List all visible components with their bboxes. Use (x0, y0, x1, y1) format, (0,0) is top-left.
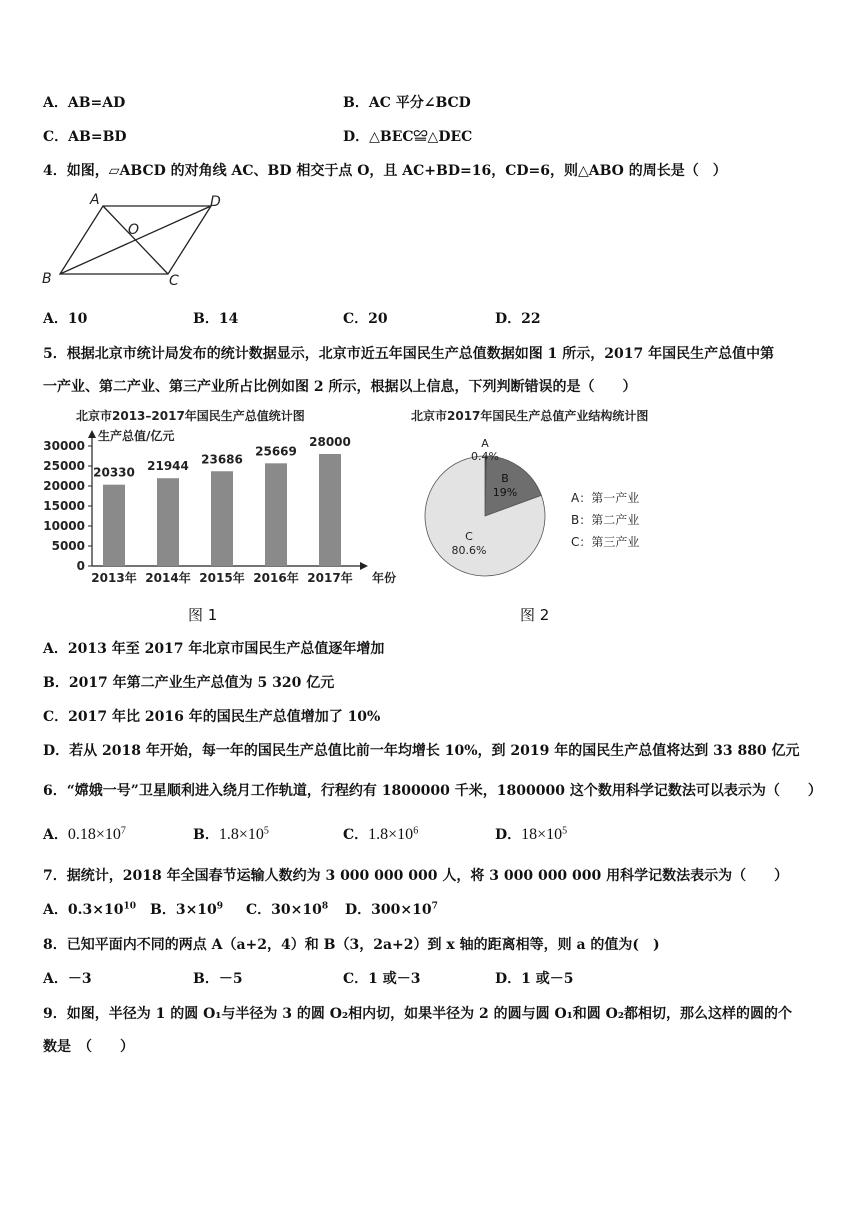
q8-stem: 8．已知平面内不同的两点 A（a+2，4）和 B（3，2a+2）到 x 轴的距离相等，则 a 的值为( ) (43, 937, 660, 953)
parallelogram-figure (38, 190, 238, 290)
q8-option-c: C．1 或－3 (343, 971, 421, 987)
bar (265, 463, 287, 566)
y-tick-label: 25000 (43, 459, 85, 473)
q5-stem-line-2: 一产业、第二产业、第三产业所占比例如图 2 所示，根据以上信息，下列判断错误的是（ ） (43, 379, 637, 395)
point-o-label: O (128, 222, 140, 238)
q3-option-d: D．△BEC≌△DEC (343, 129, 473, 145)
bar-value-label: 20330 (93, 465, 135, 480)
q6-option-c: C．$1.8\times 10^6$ (343, 825, 419, 843)
q7-option-c: C．$30\times 10^8$ (246, 901, 329, 918)
bar (157, 478, 179, 566)
q6-stem: 6．“嫦娥一号”卫星顺利进入绕月工作轨道，行程约有 1800000 千米，1800000 这个数用科学记数法可以表示为（ ） (43, 783, 822, 799)
q6-option-a: A．$0.18\times 10^7$ (43, 825, 126, 843)
q4-option-a: A．10 (43, 311, 88, 327)
x-tick-label: 2015年 (199, 571, 245, 585)
figure-2-caption: 图 2 (520, 606, 550, 624)
y-tick-label: 20000 (43, 479, 85, 493)
q9-stem-line-2: 数是 （ ） (43, 1039, 134, 1055)
x-axis-arrow (360, 562, 368, 570)
bar-chart-x-label: 年份 (372, 571, 397, 585)
bar-value-label: 23686 (201, 452, 243, 467)
q7-option-b: B．$3\times 10^9$ (150, 901, 224, 918)
x-tick-label: 2017年 (307, 571, 353, 585)
point-a-label: A (90, 192, 100, 208)
legend-item: C：第三产业 (571, 535, 640, 549)
pie-chart-title: 北京市2017年国民生产总值产业结构统计图 (411, 409, 649, 423)
q7-option-d: D．$300\times 10^7$ (345, 901, 438, 918)
slice-b-label: B (501, 472, 509, 485)
q6-option-d: D．$18\times 10^5$ (495, 825, 568, 843)
q8-option-a: A．－3 (43, 971, 92, 987)
y-tick-label: 15000 (43, 499, 85, 513)
x-tick-label: 2013年 (91, 571, 137, 585)
q3-option-b: B．AC 平分∠BCD (343, 95, 471, 111)
slice-a-label: A (481, 437, 489, 450)
q7-stem: 7．据统计，2018 年全国春节运输人数约为 3 000 000 000 人，将 3 000 000 000 用科学记数法表示为（ ） (43, 868, 789, 884)
q5-option-a: A．2013 年至 2017 年北京市国民生产总值逐年增加 (43, 641, 385, 657)
bar-chart-title: 北京市2013–2017年国民生产总值统计图 (76, 409, 305, 423)
q8-option-b: B．－5 (193, 971, 243, 987)
bar-value-label: 25669 (255, 444, 297, 459)
bar-value-label: 28000 (309, 435, 351, 449)
q3-option-c: C．AB=BD (43, 129, 127, 145)
q4-option-c: C．20 (343, 311, 388, 327)
figure-1-caption: 图 1 (188, 606, 218, 624)
legend-item: A：第一产业 (571, 491, 640, 505)
q3-option-a: A．AB=AD (43, 95, 126, 111)
q7-option-a: A．$0.3\times 10^{10}$ (43, 901, 136, 918)
q5-stem-line-1: 5．根据北京市统计局发布的统计数据显示，北京市近五年国民生产总值数据如图 1 所示，2017 年国民生产总值中第 (43, 346, 775, 362)
point-b-label: B (42, 271, 52, 287)
y-tick-label: 0 (76, 559, 85, 573)
q6-option-b: B．$1.8\times 10^5$ (193, 825, 269, 843)
x-tick-label: 2014年 (145, 571, 191, 585)
q4-option-b: B．14 (193, 311, 239, 327)
point-c-label: C (169, 273, 179, 289)
slice-c-label: C (465, 530, 473, 543)
point-d-label: D (210, 194, 221, 210)
bar (319, 454, 341, 566)
y-tick-label: 30000 (43, 439, 85, 453)
y-tick-label: 10000 (43, 519, 85, 533)
gdp-bar-chart (40, 404, 400, 594)
q8-option-d: D．1 或－5 (495, 971, 574, 987)
q5-option-d: D．若从 2018 年开始，每一年的国民生产总值比前一年均增长 10%，到 2019 年的国民生产总值将达到 33 880 亿元 (43, 743, 800, 759)
slice-a-pct: 0.4% (471, 450, 499, 463)
bar-chart-y-label: 生产总值/亿元 (98, 429, 175, 443)
y-tick-label: 5000 (51, 539, 85, 553)
x-tick-label: 2016年 (253, 571, 299, 585)
q4-stem: 4．如图，▱ABCD 的对角线 AC、BD 相交于点 O，且 AC+BD=16，CD=6，则△ABO 的周长是（ ） (43, 163, 727, 179)
bar-value-label: 21944 (147, 459, 189, 474)
q5-option-b: B．2017 年第二产业生产总值为 5 320 亿元 (43, 675, 335, 691)
bar (103, 485, 125, 566)
legend-item: B：第二产业 (571, 513, 640, 527)
industry-pie-chart (405, 404, 725, 594)
q5-option-c: C．2017 年比 2016 年的国民生产总值增加了 10% (43, 709, 381, 725)
slice-c-pct: 80.6% (451, 544, 487, 557)
q9-stem-line-1: 9．如图，半径为 1 的圆 O₁与半径为 3 的圆 O₂相内切，如果半径为 2 的圆与圆 O₁和圆 O₂都相切，那么这样的圆的个 (43, 1006, 793, 1022)
y-axis-arrow (88, 430, 96, 438)
slice-b-pct: 19% (492, 486, 518, 499)
bar (211, 471, 233, 566)
q4-option-d: D．22 (495, 311, 541, 327)
